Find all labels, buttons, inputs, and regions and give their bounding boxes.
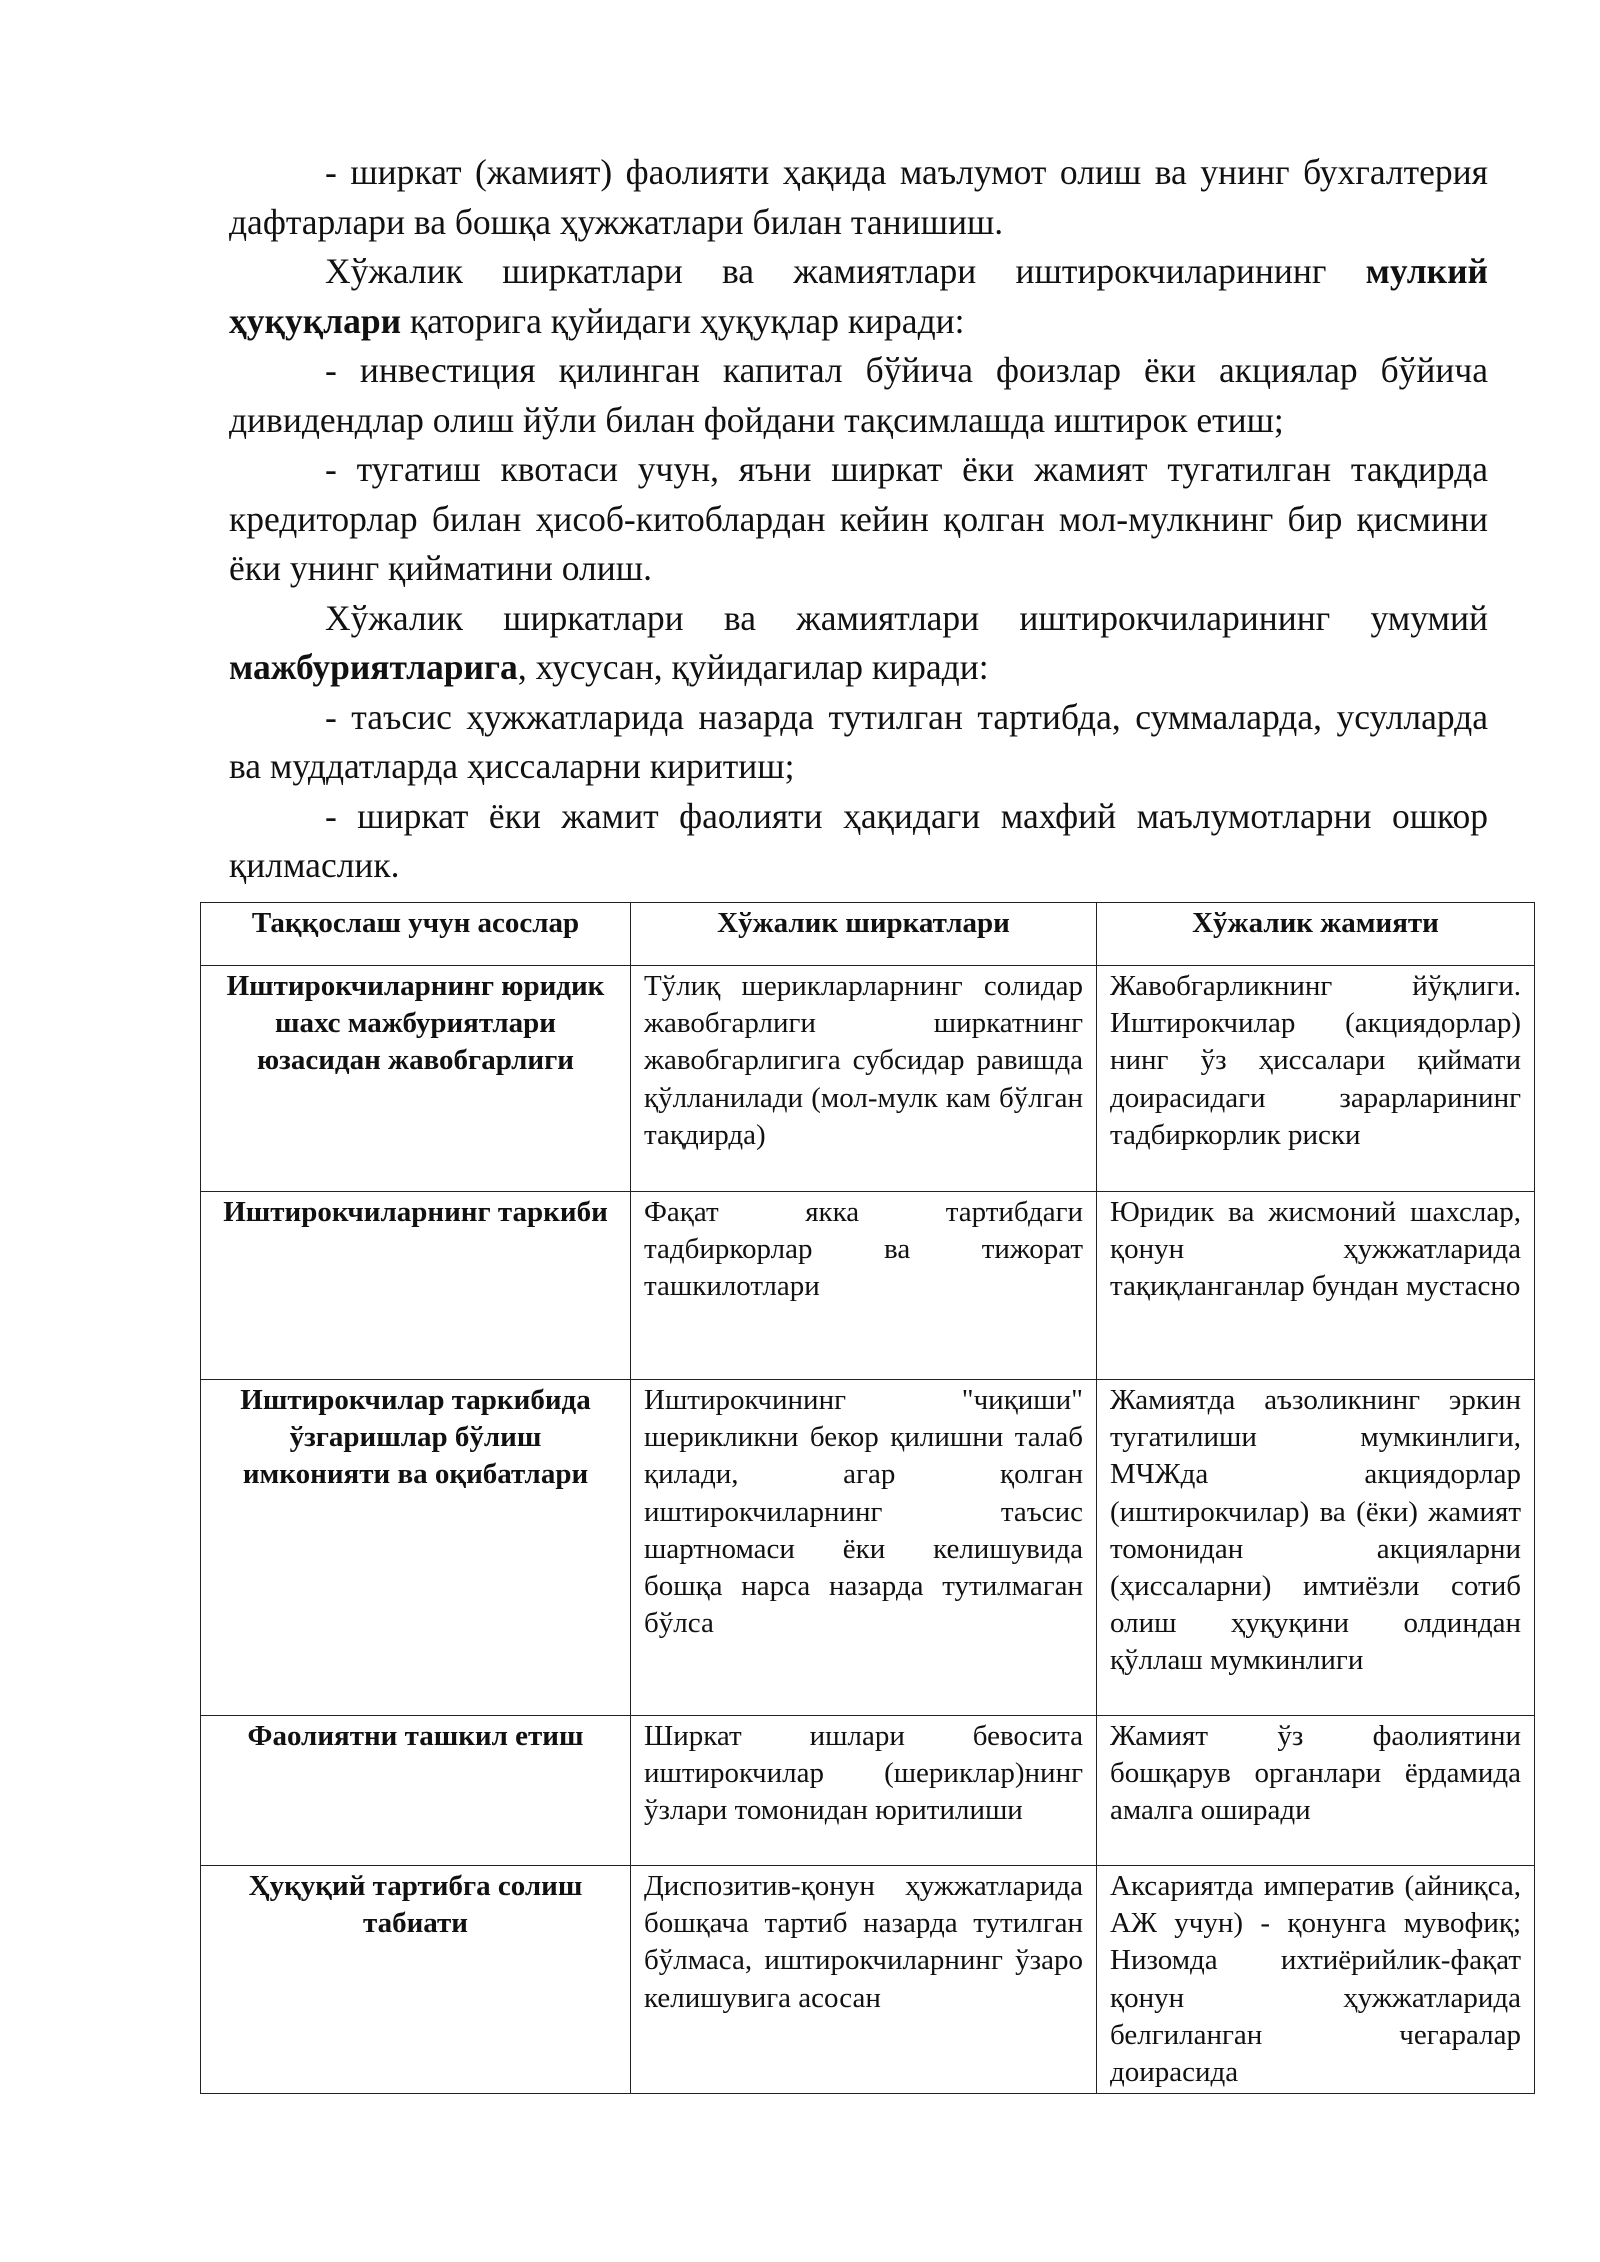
- basis-cell: Фаолиятни ташкил етиш: [201, 1716, 631, 1866]
- paragraph-profit-distribution: - инвестиция қилинган капитал бўйича фоизлар ёки акциялар бўйича дивидендлар олиш йўли билан фойдани тақсимлашда иштирок етиш;: [229, 350, 1488, 440]
- body-text: [229, 148, 1488, 891]
- partnership-cell: Фақат якка тартибдаги тадбиркорлар ва тижорат ташкилотлари: [631, 1192, 1097, 1380]
- basis-cell: Иштирокчиларнинг юридик шахс мажбуриятлари юзасидан жавобгарлиги: [201, 966, 631, 1192]
- table-row: [201, 1716, 1535, 1866]
- paragraph-text: Хўжалик ширкатлари ва жамиятлари иштирокчиларининг умумий: [325, 597, 1488, 638]
- bold-term-obligations: мажбуриятларига: [229, 647, 518, 687]
- company-cell: Жамият ўз фаолиятини бошқарув органлари ёрдамида амалга оширади: [1097, 1716, 1535, 1866]
- header-partnerships: Хўжалик ширкатлари: [631, 903, 1097, 966]
- basis-cell: Иштирокчилар таркибида ўзгаришлар бўлиш имконияти ва оқибатлари: [201, 1380, 631, 1716]
- table-header-row: [201, 903, 1535, 966]
- header-basis: Таққослаш учун асослар: [201, 903, 631, 966]
- partnership-cell: Диспозитив-қонун ҳужжатларида бошқача тартиб назарда тутилган бўлмаса, иштирокчиларнинг ўзаро келишувига асосан: [631, 1866, 1097, 2094]
- paragraph-obligations-intro: [229, 594, 1488, 693]
- paragraph-confidentiality: - ширкат ёки жамит фаолияти ҳақидаги махфий маълумотларни ошкор қилмаслик.: [229, 795, 1488, 885]
- paragraph-text: қаторига қуйидаги ҳуқуқлар киради:: [401, 300, 965, 341]
- paragraph-text: , хусусан, қуйидагилар киради:: [517, 647, 989, 687]
- partnership-cell: Ширкат ишлари бевосита иштирокчилар (шериклар)нинг ўзлари томонидан юритилиши: [631, 1716, 1097, 1866]
- table-row: [201, 1192, 1535, 1380]
- table-row: [201, 1866, 1535, 2094]
- paragraph-right-to-information: - ширкат (жамият) фаолияти ҳақида маълумот олиш ва унинг бухгалтерия дафтарлари ва бошқа ҳужжатлари билан танишиш.: [229, 152, 1488, 242]
- company-cell: Жавобгарликнинг йўқлиги. Иштирокчилар (акциядорлар) нинг ўз ҳиссалари қиймати доирасидаги зарарларининг тадбиркорлик риски: [1097, 966, 1535, 1192]
- comparison-table: [200, 902, 1535, 2094]
- partnership-cell: Иштирокчининг "чиқиши" шерикликни бекор қилишни талаб қилади, агар қолган иштирокчиларнинг таъсис шартномаси ёки келишувида бошқа нарса назарда тутилмаган бўлса: [631, 1380, 1097, 1716]
- paragraph-liquidation-quota: - тугатиш квотаси учун, яъни ширкат ёки жамият тугатилган тақдирда кредиторлар билан ҳисоб-китоблардан кейин қолган мол-мулкнинг бир қисмини ёки унинг қийматини олиш.: [229, 449, 1488, 588]
- company-cell: Юридик ва жисмоний шахслар, қонун ҳужжатларида тақиқланганлар бундан мустасно: [1097, 1192, 1535, 1380]
- table-row: [201, 966, 1535, 1192]
- paragraph-contributions: - таъсис ҳужжатларида назарда тутилган тартибда, суммаларда, усулларда ва муддатларда ҳиссаларни киритиш;: [229, 696, 1488, 786]
- paragraph-text: Хўжалик ширкатлари ва жамиятлари иштирокчиларининг: [325, 251, 1366, 291]
- table-row: [201, 1380, 1535, 1716]
- header-company: Хўжалик жамияти: [1097, 903, 1535, 966]
- partnership-cell: Тўлиқ шерикларларнинг солидар жавобгарлиги ширкатнинг жавобгарлигига субсидар равишда қўлланилади (мол-мулк кам бўлган тақдирда): [631, 966, 1097, 1192]
- bold-term-property-rights: мулкий ҳуқуқлари: [229, 251, 1488, 341]
- company-cell: Жамиятда аъзоликнинг эркин тугатилиши мумкинлиги, МЧЖда акциядорлар (иштирокчилар) ва (ёки) жамият томонидан акцияларни (ҳиссаларни) имтиёзли сотиб олиш ҳуқуқини олдиндан қўллаш мумкинлиги: [1097, 1380, 1535, 1716]
- company-cell: Аксариятда императив (айниқса, АЖ учун) - қонунга мувофиқ; Низомда ихтиёрийлик-фақат қонун ҳужжатларида белгиланган чегаралар доирасида: [1097, 1866, 1535, 2094]
- basis-cell: Иштирокчиларнинг таркиби: [201, 1192, 631, 1380]
- paragraph-property-rights-intro: [229, 247, 1488, 346]
- basis-cell: Ҳуқуқий тартибга солиш табиати: [201, 1866, 631, 2094]
